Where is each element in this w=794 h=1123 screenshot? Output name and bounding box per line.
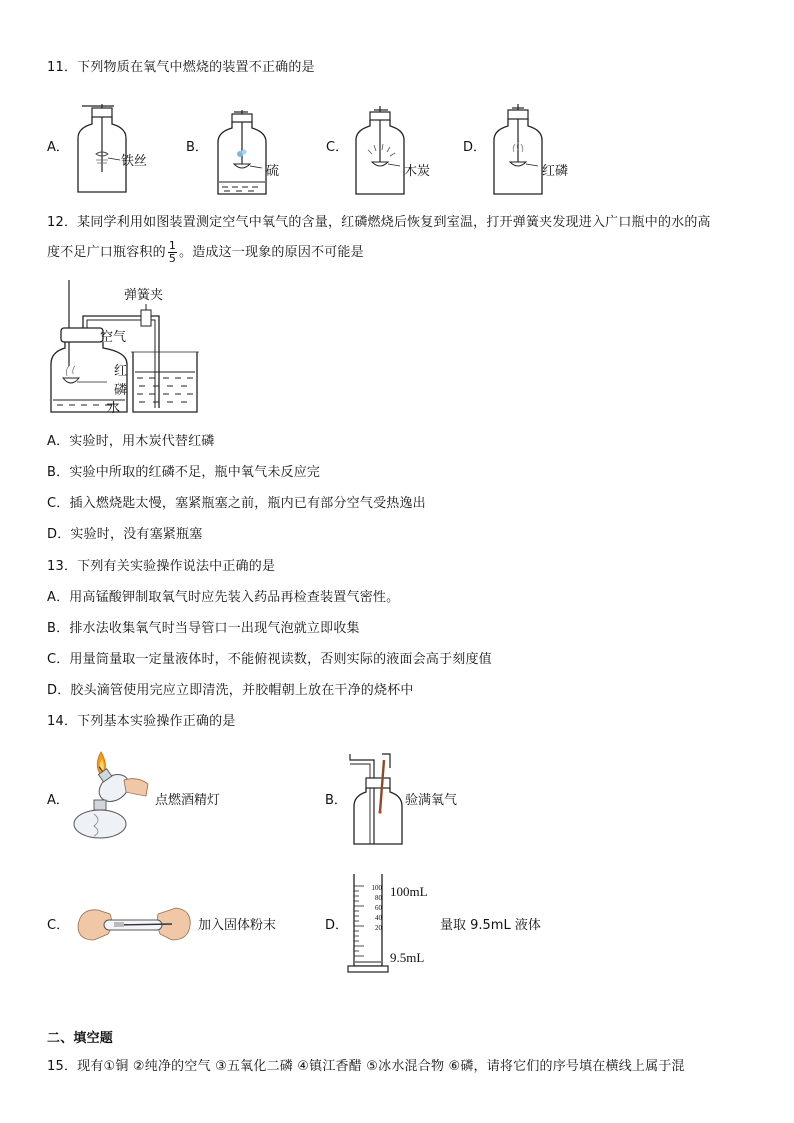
cylinder-tick-100: 100	[371, 884, 382, 892]
q13-option-a: A．用高锰酸钾制取氧气时应先装入药品再检查装置气密性。	[47, 590, 400, 605]
q14-c-label: 加入固体粉末	[198, 918, 277, 933]
q11-c-jar-figure	[352, 106, 412, 196]
q12-option-a: A．实验时，用木炭代替红磷	[47, 434, 215, 449]
cylinder-bottom-label: 9.5mL	[390, 950, 425, 965]
question-15-stem: 15．现有①铜 ②纯净的空气 ③五氧化二磷 ④镇江香醋 ⑤冰水混合物 ⑥磷，请将它们的序号填在横线上属于混	[47, 1059, 685, 1074]
one-fifth-fraction	[168, 240, 177, 265]
cylinder-tick-20: 20	[375, 924, 382, 932]
q12-option-d: D．实验时，没有塞紧瓶塞	[47, 527, 203, 542]
cylinder-tick-60: 60	[375, 904, 382, 912]
oxygen-test-figure	[344, 752, 408, 846]
alcohol-lamp-figure	[68, 752, 154, 842]
cylinder-tick-labels	[364, 883, 382, 933]
q11-b-jar-figure	[212, 110, 272, 196]
question-12-stem-line1: 12．某同学利用如图装置测定空气中氧气的含量，红磷燃烧后恢复到室温，打开弹簧夹发现进入广口瓶中的水的高	[47, 215, 711, 230]
fraction-denominator: 5	[168, 252, 177, 265]
q14-d-label: 量取 9.5mL 液体	[440, 918, 541, 933]
q12-option-b: B．实验中所取的红磷不足，瓶中氧气未反应完	[47, 465, 321, 480]
q11-option-b-letter: B．	[186, 140, 208, 155]
fraction-numerator: 1	[168, 239, 177, 252]
q11-b-label: 硫	[266, 164, 280, 179]
q11-d-jar-figure	[488, 104, 548, 196]
question-11-stem: 11．下列物质在氧气中燃烧的装置不正确的是	[47, 60, 315, 75]
q14-option-c-letter: C．	[47, 918, 70, 933]
q11-option-d-letter: D．	[463, 140, 487, 155]
test-tube-powder-figure	[74, 900, 194, 950]
question-14-stem: 14．下列基本实验操作正确的是	[47, 714, 236, 729]
q12-figure-water-label: 水	[107, 401, 121, 416]
q11-option-a-letter: A．	[47, 140, 69, 155]
q14-option-a-letter: A．	[47, 793, 69, 808]
cylinder-top-label: 100mL	[390, 884, 428, 899]
cylinder-tick-80: 80	[375, 894, 382, 902]
q12-figure-phosphorus-label-1: 红	[114, 364, 128, 379]
q14-option-b-letter: B．	[325, 793, 347, 808]
q14-b-label: 验满氧气	[405, 793, 458, 808]
question-13-stem: 13．下列有关实验操作说法中正确的是	[47, 559, 276, 574]
section-2-title: 二、填空题	[47, 1031, 114, 1046]
q12-figure-air-label: 空气	[100, 330, 127, 345]
q11-c-label: 木炭	[404, 164, 431, 179]
q11-option-c-letter: C．	[326, 140, 349, 155]
question-12-stem-line2	[47, 240, 364, 265]
q13-option-c: C．用量筒量取一定量液体时，不能俯视读数，否则实际的液面会高于刻度值	[47, 652, 492, 667]
q13-option-b: B．排水法收集氧气时当导管口一出现气泡就立即收集	[47, 621, 360, 636]
q12-figure-clamp-label: 弹簧夹	[124, 288, 164, 303]
q11-a-label: 铁丝	[121, 154, 148, 169]
q14-a-label: 点燃酒精灯	[155, 793, 221, 808]
q13-option-d: D．胶头滴管使用完应立即清洗，并胶帽朝上放在干净的烧杯中	[47, 683, 414, 698]
q11-d-label: 红磷	[542, 164, 569, 179]
cylinder-tick-40: 40	[375, 914, 382, 922]
q12-figure-phosphorus-label-2: 磷	[114, 383, 128, 398]
q12-option-c: C．插入燃烧匙太慢，塞紧瓶塞之前，瓶内已有部分空气受热逸出	[47, 496, 426, 511]
q12-stem-pre: 度不足广口瓶容积的	[47, 245, 166, 260]
q12-stem-post: 。造成这一现象的原因不可能是	[179, 245, 364, 260]
q14-option-d-letter: D．	[325, 918, 349, 933]
